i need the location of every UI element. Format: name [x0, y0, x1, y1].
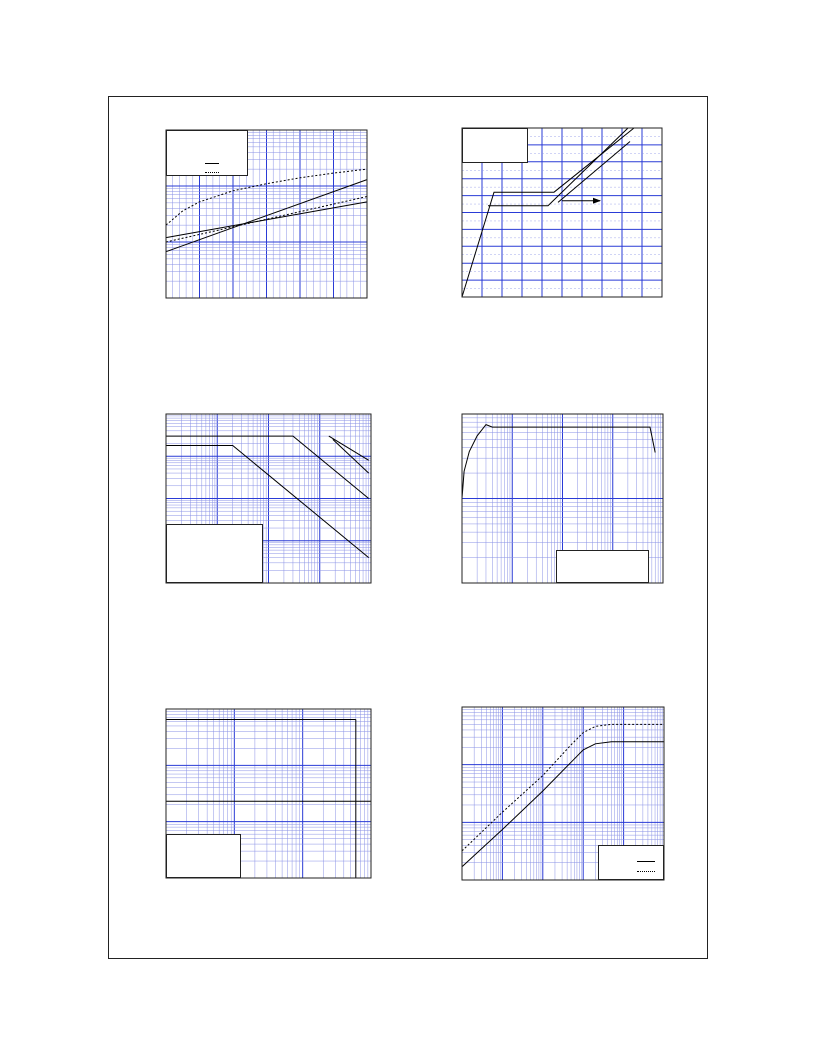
chart-6-legend-dotted [637, 871, 655, 872]
chart-4 [462, 414, 663, 583]
chart-1-legend [166, 130, 248, 176]
chart-1-legend-solid [205, 163, 219, 164]
chart-6 [462, 707, 664, 880]
chart-2-legend [462, 128, 528, 163]
chart-1-legend-dotted [205, 172, 219, 173]
chart-3-legend [166, 524, 263, 583]
chart-5 [166, 709, 371, 878]
chart-4-legend [556, 550, 649, 583]
chart2-series-3 [558, 142, 630, 203]
chart4-series-1 [462, 425, 655, 499]
chart-5-legend [166, 834, 241, 878]
chart-2 [462, 128, 662, 297]
chart-1 [166, 130, 367, 298]
chart-3 [166, 414, 371, 583]
chart-6-legend [598, 845, 664, 880]
chart-6-legend-solid [637, 861, 655, 862]
